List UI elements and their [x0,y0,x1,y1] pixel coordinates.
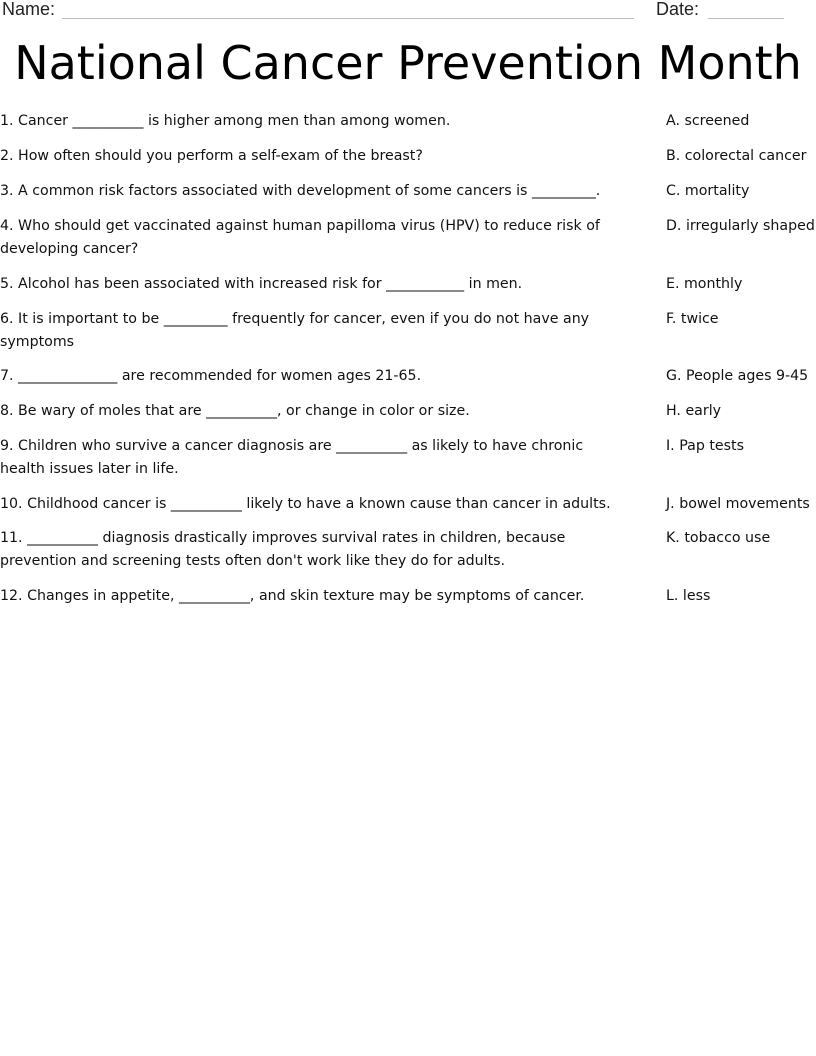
name-label: Name: [2,0,56,19]
name-field-line[interactable] [62,18,634,19]
answer-e: E. monthly [666,276,743,292]
matching-row [0,585,816,620]
clue-3: 3. A common risk factors associated with development of some cancers is _________. [0,183,601,199]
clue-11: 11. __________ diagnosis drastically improves survival rates in children, because prevention and screening tests often don't work like they do for adults. [0,530,566,569]
answer-d: D. irregularly shaped [666,218,815,234]
matching-row [0,308,816,365]
answer-k: K. tobacco use [666,530,771,546]
matching-row [0,273,816,308]
date-label: Date: [656,0,700,19]
clue-4: 4. Who should get vaccinated against human papilloma virus (HPV) to reduce risk of developing cancer? [0,218,600,257]
matching-row [0,180,816,215]
answer-j: J. bowel movements [666,496,810,512]
matching-row [0,110,816,145]
clue-9: 9. Children who survive a cancer diagnosis are __________ as likely to have chronic health issues later in life. [0,438,584,477]
matching-row [0,365,816,400]
answer-b: B. colorectal cancer [666,148,807,164]
answer-h: H. early [666,403,722,419]
answer-i: I. Pap tests [666,438,744,454]
matching-row [0,527,816,585]
answer-a: A. screened [666,113,750,129]
clue-2: 2. How often should you perform a self-exam of the breast? [0,148,423,164]
clue-12: 12. Changes in appetite, __________, and skin texture may be symptoms of cancer. [0,588,585,604]
matching-list [0,110,816,620]
answer-f: F. twice [666,311,719,327]
matching-row [0,215,816,273]
clue-6: 6. It is important to be _________ frequently for cancer, even if you do not have any symptoms [0,311,590,350]
matching-row [0,145,816,180]
clue-5: 5. Alcohol has been associated with increased risk for ___________ in men. [0,276,523,292]
matching-row [0,435,816,493]
clue-1: 1. Cancer __________ is higher among men than among women. [0,113,451,129]
worksheet-title: National Cancer Prevention Month [14,36,802,90]
matching-row [0,400,816,435]
matching-row [0,493,816,527]
worksheet-header [0,0,816,24]
clue-10: 10. Childhood cancer is __________ likely to have a known cause than cancer in adults. [0,496,611,512]
clue-7: 7. ______________ are recommended for women ages 21-65. [0,368,422,384]
date-field-line[interactable] [708,18,784,19]
clue-8: 8. Be wary of moles that are __________, or change in color or size. [0,403,470,419]
answer-l: L. less [666,588,711,604]
answer-c: C. mortality [666,183,750,199]
answer-g: G. People ages 9-45 [666,368,809,384]
